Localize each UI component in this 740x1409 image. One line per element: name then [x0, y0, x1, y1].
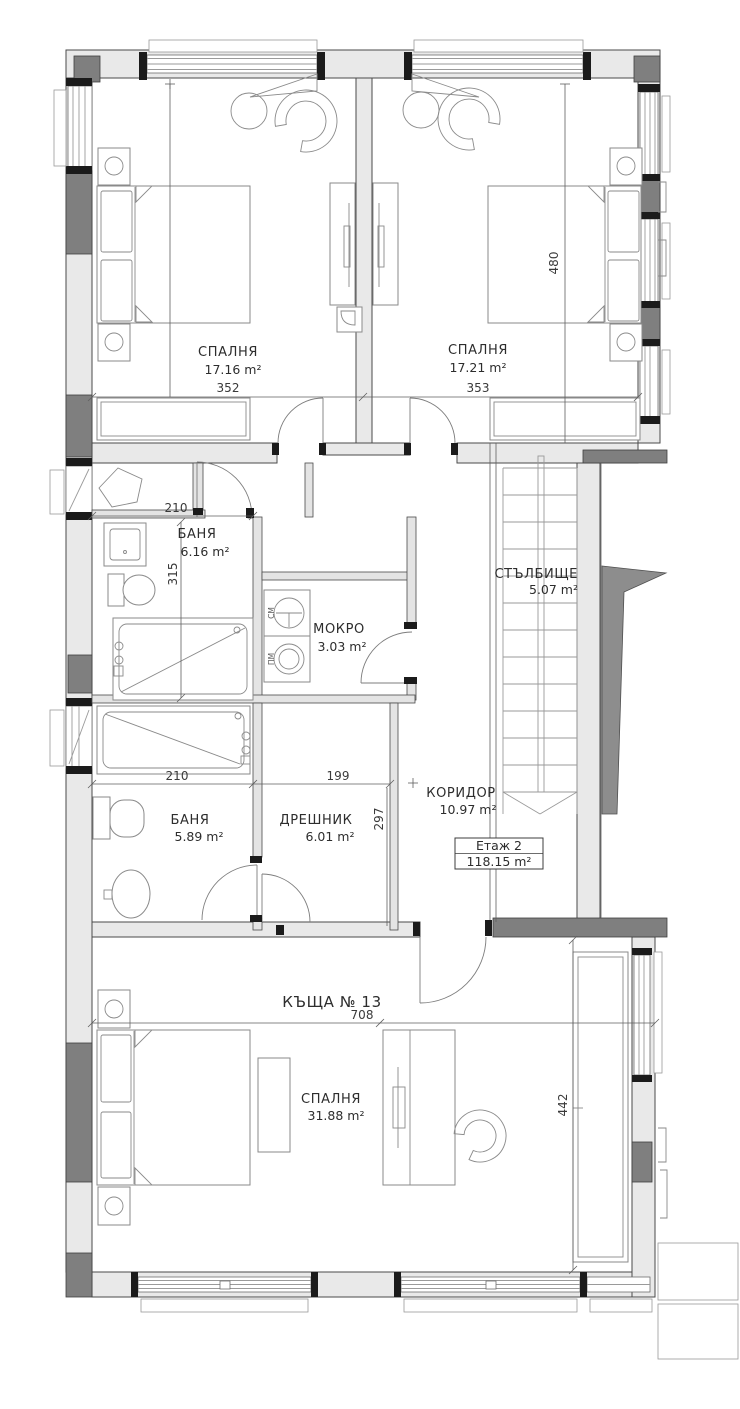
bench	[258, 1058, 290, 1152]
toilet-tank	[93, 797, 110, 839]
room-label-mokro: МОКРО	[313, 622, 365, 637]
dim-bedroom1-width: 352	[216, 381, 240, 395]
nightstand	[98, 324, 130, 361]
bed	[97, 186, 250, 323]
room-area-bath1: 6.16 m²	[180, 544, 230, 559]
toilet-tank	[108, 574, 124, 606]
staircase	[503, 456, 577, 814]
dim-bath1-width: 210	[164, 501, 188, 515]
dim-dressing-width: 199	[326, 769, 350, 783]
dim-bedroom2-depth: 480	[547, 251, 561, 275]
room-area-mokro: 3.03 m²	[317, 639, 367, 654]
nightstand	[98, 1187, 130, 1225]
nightstand	[610, 148, 642, 185]
tv-unit	[330, 183, 355, 305]
nightstand	[610, 324, 642, 361]
door-arc-bedroom1	[278, 398, 323, 443]
sink	[112, 870, 150, 918]
room-label-bedroom2: СПАЛНЯ	[448, 343, 508, 358]
bed	[97, 1030, 250, 1185]
bath2-fixtures	[93, 706, 250, 918]
floor-area: 118.15 m²	[466, 854, 532, 869]
tv-unit	[373, 183, 398, 305]
room-area-corridor: 10.97 m²	[439, 802, 497, 817]
floor-label: Етаж 2	[475, 838, 523, 853]
room-area-stairs: 5.07 m²	[529, 582, 578, 597]
door-arc-bedroom3	[420, 937, 486, 1003]
toilet-bowl	[123, 575, 155, 605]
room-area-dressing: 6.01 m²	[305, 829, 355, 844]
room-label-dressing: ДРЕШНИК	[279, 813, 353, 828]
door-arc-bedroom2	[410, 398, 455, 443]
armchair	[266, 77, 350, 161]
dim-house-width: 708	[350, 1008, 374, 1022]
bed	[488, 186, 641, 323]
bathtub	[97, 706, 250, 774]
room-area-bedroom2: 17.21 m²	[449, 360, 507, 375]
desk-chair	[449, 1100, 516, 1169]
dim-bedroom2-width: 353	[466, 381, 490, 395]
room-label-bath1: БАНЯ	[177, 527, 217, 542]
side-table	[231, 93, 267, 129]
door-arc-dressing	[262, 874, 310, 922]
dim-bedroom3-depth: 442	[556, 1093, 570, 1117]
room-area-bedroom3: 31.88 m²	[307, 1108, 365, 1123]
door-arc-bath1	[197, 462, 252, 517]
toilet-bowl	[110, 800, 144, 837]
house-number-label: КЪЩА № 13	[282, 993, 382, 1011]
room-label-bedroom1: СПАЛНЯ	[198, 345, 258, 360]
decor-stone	[99, 468, 142, 507]
door-arc-bath2	[202, 865, 257, 920]
bathtub	[113, 618, 253, 700]
room-area-bath2: 5.89 m²	[174, 829, 224, 844]
door-arc-laundry	[361, 632, 412, 683]
room-label-corridor: КОРИДОР	[426, 786, 496, 801]
room-label-bedroom3: СПАЛНЯ	[301, 1092, 361, 1107]
desk	[383, 1030, 455, 1185]
laundry-appliances	[264, 590, 310, 682]
roof-slope-shading	[602, 566, 666, 814]
dim-bath1-depth: 315	[166, 562, 180, 586]
room-label-stairs: СТЪЛБИЩЕ	[494, 567, 578, 582]
dim-dressing-depth: 297	[372, 807, 386, 831]
side-table	[403, 92, 439, 128]
dresser	[97, 398, 250, 440]
nightstand	[98, 148, 130, 185]
room-label-bath2: БАНЯ	[170, 813, 210, 828]
nightstand	[98, 990, 130, 1028]
dim-bath2-width: 210	[165, 769, 189, 783]
washer-label: СМ	[267, 607, 276, 619]
armchair	[425, 75, 509, 159]
room-area-bedroom1: 17.16 m²	[204, 362, 262, 377]
floor-summary-box	[455, 838, 543, 869]
bedroom2-furniture	[373, 75, 642, 440]
wardrobe	[573, 952, 628, 1262]
dryer-label: ПМ	[267, 652, 276, 666]
